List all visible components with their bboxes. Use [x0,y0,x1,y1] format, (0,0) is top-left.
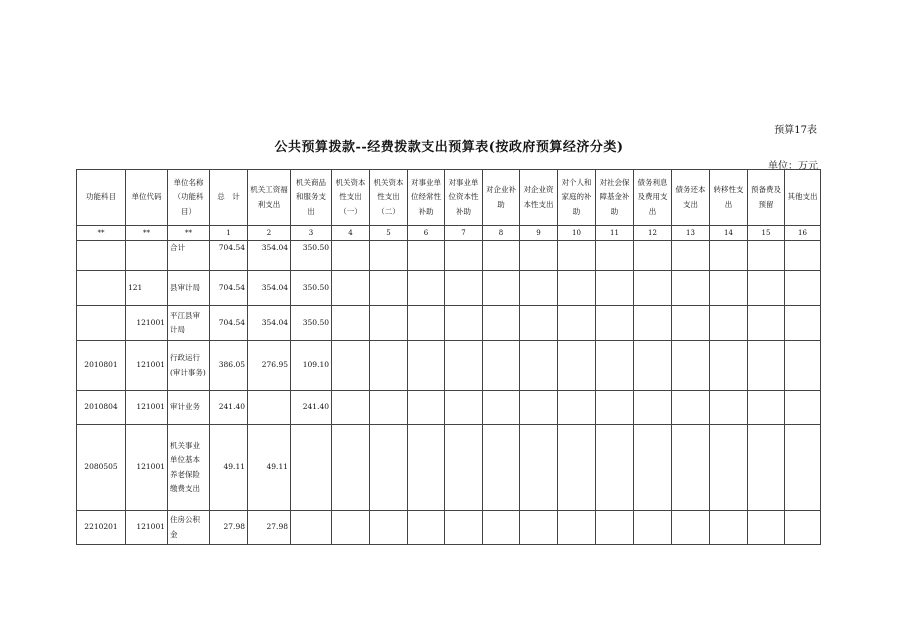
empty-cell [672,306,710,341]
header-cell: 债务还本支出 [672,170,710,226]
budget-table [76,169,821,545]
header-row [77,170,821,226]
func-code-cell [77,241,126,271]
empty-cell [445,241,483,271]
salary-cell: 354.04 [248,271,291,306]
empty-cell [785,391,821,425]
empty-cell [445,511,483,545]
table-row [77,425,821,511]
index-cell: ** [168,226,210,241]
index-cell: 15 [748,226,785,241]
empty-cell [596,511,634,545]
empty-cell [558,511,596,545]
index-cell: 7 [445,226,483,241]
empty-cell [748,306,785,341]
empty-cell [332,391,370,425]
empty-cell [634,391,672,425]
empty-cell [445,341,483,391]
empty-cell [445,391,483,425]
empty-cell [445,271,483,306]
header-cell: 单位名称（功能科目） [168,170,210,226]
goods-cell: 350.50 [291,241,332,271]
empty-cell [408,425,445,511]
header-cell: 对事业单位资本性补助 [445,170,483,226]
empty-cell [672,271,710,306]
header-cell: 债务利息及费用支出 [634,170,672,226]
unit-code-cell: 121001 [126,425,168,511]
empty-cell [370,511,408,545]
empty-cell [483,391,520,425]
empty-cell [408,271,445,306]
empty-cell [370,241,408,271]
empty-cell [558,271,596,306]
empty-cell [558,425,596,511]
empty-cell [634,271,672,306]
salary-cell: 49.11 [248,425,291,511]
empty-cell [408,391,445,425]
total-cell: 27.98 [210,511,248,545]
empty-cell [785,241,821,271]
empty-cell [596,425,634,511]
empty-cell [332,511,370,545]
index-cell: ** [77,226,126,241]
goods-cell: 350.50 [291,271,332,306]
empty-cell [710,306,748,341]
func-code-cell: 2010801 [77,341,126,391]
table-row [77,391,821,425]
unit-name-cell: 行政运行(审计事务) [168,341,210,391]
index-cell: 13 [672,226,710,241]
empty-cell [748,511,785,545]
empty-cell [332,341,370,391]
unit-code-cell [126,241,168,271]
empty-cell [634,341,672,391]
empty-cell [483,341,520,391]
header-cell: 对事业单位经常性补助 [408,170,445,226]
empty-cell [558,241,596,271]
empty-cell [520,425,558,511]
empty-cell [785,306,821,341]
header-cell: 预备费及预留 [748,170,785,226]
empty-cell [408,306,445,341]
func-code-cell: 2080505 [77,425,126,511]
empty-cell [710,241,748,271]
header-cell: 对企业补助 [483,170,520,226]
empty-cell [408,341,445,391]
empty-cell [596,241,634,271]
empty-cell [520,271,558,306]
table-row [77,306,821,341]
empty-cell [748,241,785,271]
empty-cell [634,425,672,511]
func-code-cell [77,306,126,341]
empty-cell [596,341,634,391]
index-row [77,226,821,241]
header-cell: 转移性支出 [710,170,748,226]
empty-cell [672,425,710,511]
goods-cell: 350.50 [291,306,332,341]
salary-cell: 27.98 [248,511,291,545]
salary-cell: 354.04 [248,306,291,341]
index-cell: 3 [291,226,332,241]
empty-cell [332,241,370,271]
header-cell: 对社会保障基金补助 [596,170,634,226]
unit-code-cell: 121001 [126,391,168,425]
empty-cell [483,241,520,271]
empty-cell [710,425,748,511]
unit-code-cell: 121001 [126,511,168,545]
empty-cell [370,271,408,306]
empty-cell [483,425,520,511]
empty-cell [672,341,710,391]
empty-cell [332,425,370,511]
empty-cell [520,391,558,425]
empty-cell [748,391,785,425]
unit-label: 单位：万元 [768,161,818,172]
empty-cell [445,306,483,341]
empty-cell [370,425,408,511]
index-cell: 4 [332,226,370,241]
index-cell: ** [126,226,168,241]
empty-cell [558,341,596,391]
page-title: 公共预算拨款--经费拨款支出预算表(按政府预算经济分类) [274,140,624,155]
header-cell: 机关资本性支出（二） [370,170,408,226]
func-code-cell: 2010804 [77,391,126,425]
empty-cell [520,511,558,545]
header-cell: 对企业资本性支出 [520,170,558,226]
func-code-cell: 2210201 [77,511,126,545]
empty-cell [634,241,672,271]
empty-cell [748,425,785,511]
salary-cell: 354.04 [248,241,291,271]
goods-cell: 109.10 [291,341,332,391]
empty-cell [634,511,672,545]
table-row [77,341,821,391]
total-cell: 704.54 [210,241,248,271]
empty-cell [520,241,558,271]
header-cell: 功能科目 [77,170,126,226]
empty-cell [558,306,596,341]
empty-cell [785,511,821,545]
empty-cell [520,341,558,391]
goods-cell [291,511,332,545]
index-cell: 1 [210,226,248,241]
total-cell: 704.54 [210,271,248,306]
empty-cell [710,391,748,425]
empty-cell [785,425,821,511]
index-cell: 12 [634,226,672,241]
unit-name-cell: 合计 [168,241,210,271]
empty-cell [370,341,408,391]
unit-name-cell: 县审计局 [168,271,210,306]
func-code-cell [77,271,126,306]
empty-cell [785,271,821,306]
empty-cell [370,391,408,425]
unit-name-cell: 审计业务 [168,391,210,425]
header-cell: 总 计 [210,170,248,226]
total-cell: 704.54 [210,306,248,341]
empty-cell [596,391,634,425]
unit-name-cell: 机关事业单位基本养老保险缴费支出 [168,425,210,511]
index-cell: 8 [483,226,520,241]
index-cell: 14 [710,226,748,241]
index-cell: 6 [408,226,445,241]
unit-name-cell: 平江县审计局 [168,306,210,341]
index-cell: 2 [248,226,291,241]
total-cell: 386.05 [210,341,248,391]
table-row [77,241,821,271]
empty-cell [332,306,370,341]
empty-cell [785,341,821,391]
total-cell: 49.11 [210,425,248,511]
total-cell: 241.40 [210,391,248,425]
empty-cell [710,511,748,545]
header-cell: 机关商品和服务支出 [291,170,332,226]
empty-cell [634,306,672,341]
empty-cell [710,271,748,306]
empty-cell [672,391,710,425]
empty-cell [596,271,634,306]
unit-name-cell: 住房公积金 [168,511,210,545]
unit-code-cell: 121 [126,271,168,306]
index-cell: 11 [596,226,634,241]
empty-cell [408,241,445,271]
empty-cell [520,306,558,341]
header-cell: 对个人和家庭的补助 [558,170,596,226]
empty-cell [370,306,408,341]
table-row [77,271,821,306]
header-cell: 机关工资福利支出 [248,170,291,226]
empty-cell [672,511,710,545]
unit-code-cell: 121001 [126,306,168,341]
table-row [77,511,821,545]
empty-cell [483,306,520,341]
salary-cell [248,391,291,425]
empty-cell [596,306,634,341]
table-number: 预算17表 [774,125,817,136]
empty-cell [408,511,445,545]
index-cell: 5 [370,226,408,241]
index-cell: 9 [520,226,558,241]
header-cell: 单位代码 [126,170,168,226]
empty-cell [710,341,748,391]
header-cell: 机关资本性支出（一） [332,170,370,226]
empty-cell [445,425,483,511]
empty-cell [332,271,370,306]
empty-cell [483,271,520,306]
empty-cell [748,341,785,391]
empty-cell [483,511,520,545]
index-cell: 16 [785,226,821,241]
index-cell: 10 [558,226,596,241]
empty-cell [558,391,596,425]
unit-code-cell: 121001 [126,341,168,391]
goods-cell [291,425,332,511]
empty-cell [748,271,785,306]
header-cell: 其他支出 [785,170,821,226]
empty-cell [672,241,710,271]
salary-cell: 276.95 [248,341,291,391]
goods-cell: 241.40 [291,391,332,425]
